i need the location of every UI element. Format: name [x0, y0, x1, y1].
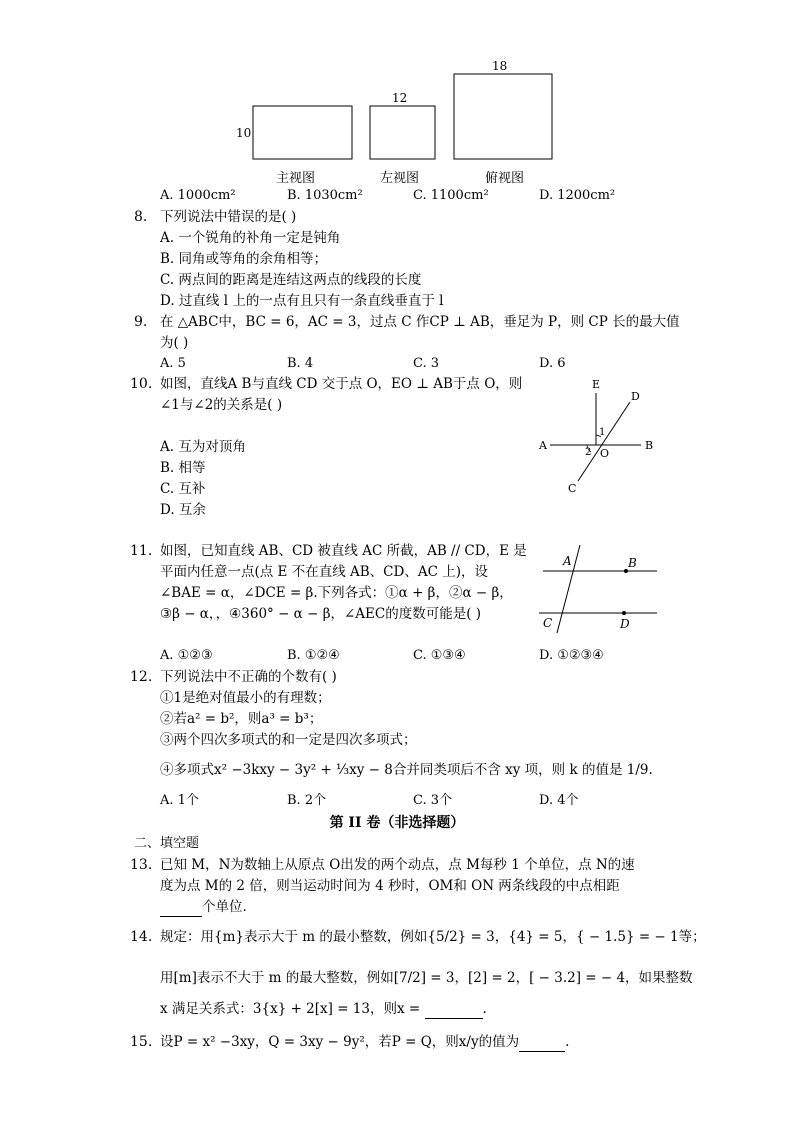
- q8-option-d[interactable]: D. 过直线 l 上的一点有且只有一条直线垂直于 l: [160, 293, 444, 309]
- q11-figure: [535, 545, 665, 635]
- q12-item-4: ④多项式x² −3kxy − 3y² + ⅓xy − 8合并同类项后不含 xy 项，则 k 的值是 1/9.: [160, 762, 653, 778]
- q14-line1: 规定：用{m}表示大于 m 的最小整数，例如{5/2} = 3，{4} = 5，{ − 1.5} = − 1等；: [160, 929, 706, 945]
- q8-option-a[interactable]: A. 一个锐角的补角一定是钝角: [160, 230, 341, 246]
- q10-stem-line1: 如图，直线A B与直线 CD 交于点 O，EO ⊥ AB于点 O，则: [160, 376, 523, 392]
- q10-figure: [535, 375, 665, 500]
- q7-option-d[interactable]: D. 1200cm²: [539, 188, 616, 203]
- q14-answer-blank[interactable]: [425, 1002, 483, 1019]
- front-height-label: 10: [236, 126, 252, 140]
- q15-answer-blank[interactable]: [519, 1035, 565, 1052]
- q11-number: 11.: [130, 543, 153, 559]
- q11-stem-line1: 如图，已知直线 AB、CD 被直线 AC 所截，AB // CD，E 是: [160, 543, 527, 559]
- section-fill-blank-heading: 二、填空题: [134, 836, 200, 851]
- left-view-rect: [370, 106, 435, 159]
- q13-answer-blank[interactable]: [160, 900, 202, 917]
- point-d: [622, 611, 626, 615]
- q12-item-2: ②若a² = b²，则a³ = b³；: [160, 711, 323, 727]
- q11-option-d[interactable]: D. ①②③④: [539, 648, 604, 663]
- q10-stem-line2: ∠1与∠2的关系是( ): [160, 397, 283, 413]
- q14-line3-wrap: x 满足关系式：3{x} + 2[x] = 13，则x = .: [160, 1001, 487, 1017]
- left-width-label: 12: [392, 91, 408, 105]
- q12-option-c[interactable]: C. 3个: [413, 793, 453, 808]
- top-width-label: 18: [492, 59, 508, 73]
- q14-number: 14.: [130, 929, 153, 945]
- label-d: D: [631, 390, 640, 403]
- q10-option-a[interactable]: A. 互为对顶角: [160, 439, 246, 455]
- q9-stem-line2: 为( ): [160, 335, 189, 351]
- label-c: C: [568, 482, 577, 495]
- front-view-caption: 主视图: [276, 171, 316, 186]
- q12-number: 12.: [130, 669, 153, 685]
- q8-number: 8.: [134, 209, 148, 225]
- q11-stem-line3: ∠BAE = α，∠DCE = β.下列各式：①α + β，②α − β，: [160, 585, 513, 601]
- top-view-caption: 俯视图: [485, 171, 525, 186]
- q12-option-d[interactable]: D. 4个: [539, 793, 579, 808]
- q7-option-a[interactable]: A. 1000cm²: [160, 188, 236, 203]
- q9-number: 9.: [134, 314, 148, 330]
- q15-line1-wrap: 设P = x² −3xy，Q = 3xy − 9y²，若P = Q，则x/y的值为 .: [160, 1034, 570, 1050]
- q12-option-b[interactable]: B. 2个: [287, 793, 327, 808]
- q11-stem-line4: ③β − α，，④360° − α − β，∠AEC的度数可能是( ): [160, 606, 482, 622]
- q9-stem-line1: 在 △ABC中，BC = 6，AC = 3，过点 C 作CP ⊥ AB，垂足为 P，则 CP 长的最大值: [160, 314, 680, 330]
- q14-line3: x 满足关系式：3{x} + 2[x] = 13，则x =: [160, 1001, 425, 1017]
- q10-option-b[interactable]: B. 相等: [160, 460, 206, 476]
- q8-stem: 下列说法中错误的是( ): [160, 209, 297, 225]
- q9-option-c[interactable]: C. 3: [413, 356, 440, 371]
- left-view-caption: 左视图: [380, 171, 420, 186]
- q8-option-b[interactable]: B. 同角或等角的余角相等；: [160, 251, 328, 267]
- q10-option-c[interactable]: C. 互补: [160, 481, 206, 497]
- q9-option-b[interactable]: B. 4: [287, 356, 314, 371]
- q12-stem: 下列说法中不正确的个数有( ): [160, 669, 337, 685]
- q9-option-d[interactable]: D. 6: [539, 356, 566, 371]
- label-c: C: [543, 616, 553, 630]
- part2-title: 第 II 卷（非选择题）: [329, 815, 465, 831]
- q13-line2: 度为点 M的 2 倍，则当运动时间为 4 秒时，OM和 ON 两条线段的中点相距: [160, 878, 620, 894]
- q7-option-c[interactable]: C. 1100cm²: [413, 188, 489, 203]
- q12-item-1: ①1是绝对值最小的有理数；: [160, 690, 331, 706]
- q13-line1: 已知 M，N为数轴上从原点 O出发的两个动点，点 M每秒 1 个单位，点 N的速: [160, 857, 635, 873]
- q12-option-a[interactable]: A. 1个: [160, 793, 199, 808]
- label-d: D: [620, 617, 630, 631]
- q15-number: 15.: [130, 1034, 153, 1050]
- q13-line3-wrap: [160, 897, 247, 917]
- q11-option-c[interactable]: C. ①③④: [413, 648, 466, 663]
- label-angle2: 2: [585, 447, 592, 458]
- label-o: O: [600, 447, 610, 460]
- top-view-rect: [454, 74, 552, 159]
- label-e: E: [592, 378, 601, 391]
- q8-option-c[interactable]: C. 两点间的距离是连结这两点的线段的长度: [160, 272, 422, 288]
- three-views-figure: [230, 55, 570, 190]
- q14-line2: 用[m]表示不大于 m 的最大整数，例如[7/2] = 3，[2] = 2，[ − 3.2] = − 4，如果整数: [160, 970, 693, 986]
- q10-option-d[interactable]: D. 互余: [160, 502, 206, 518]
- front-view-rect: [253, 106, 352, 159]
- label-b: B: [645, 439, 654, 452]
- label-b: B: [628, 556, 637, 570]
- line-cd: [578, 402, 630, 481]
- q15-line1: 设P = x² −3xy，Q = 3xy − 9y²，若P = Q，则x/y的值为: [160, 1034, 520, 1050]
- q9-option-a[interactable]: A. 5: [160, 356, 186, 371]
- q7-option-b[interactable]: B. 1030cm²: [287, 188, 363, 203]
- q13-line3: 个单位.: [202, 899, 247, 915]
- q13-number: 13.: [130, 857, 153, 873]
- q12-item-3: ③两个四次多项式的和一定是四次多项式；: [160, 732, 417, 748]
- label-angle1: 1: [599, 427, 606, 438]
- label-a: A: [563, 554, 572, 568]
- q11-option-b[interactable]: B. ①②④: [287, 648, 340, 663]
- q10-number: 10.: [130, 376, 153, 392]
- label-a: A: [539, 439, 547, 452]
- q11-option-a[interactable]: A. ①②③: [160, 648, 213, 663]
- q11-stem-line2: 平面内任意一点(点 E 不在直线 AB、CD、AC 上)，设: [160, 564, 488, 580]
